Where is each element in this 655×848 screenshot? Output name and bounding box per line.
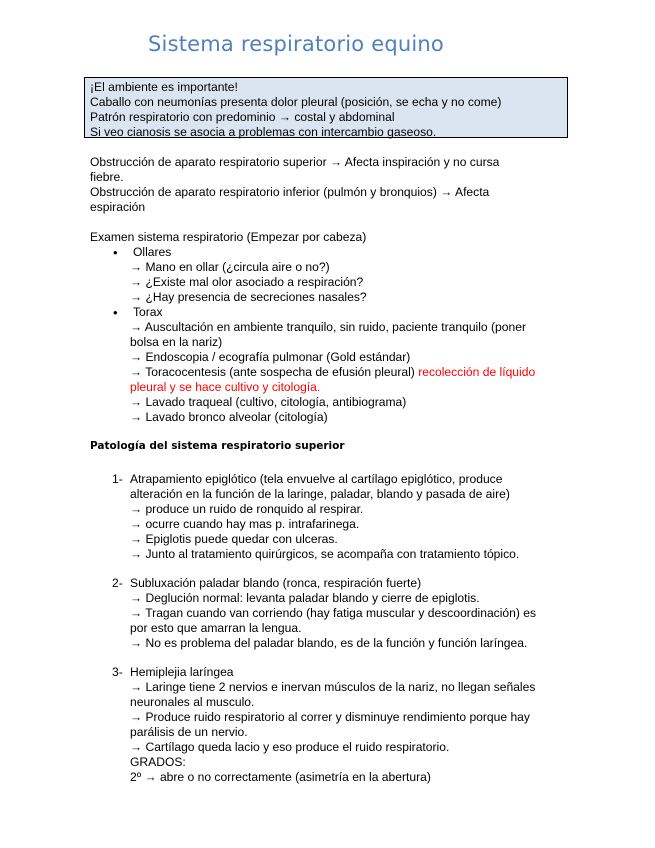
bullet-item-ollares (90, 245, 580, 260)
bullet-label: Ollares (133, 245, 172, 259)
highlight-box (84, 77, 568, 138)
sub-item: → ¿Hay presencia de secreciones nasales? (130, 290, 367, 304)
page-title: Sistema respiratorio equino (148, 32, 444, 56)
numbered-item (90, 472, 580, 487)
section-heading: Patología del sistema respiratorio superior (90, 440, 345, 452)
text-line: espiración (90, 200, 146, 214)
numbered-item (90, 665, 580, 680)
pathology-2 (90, 576, 580, 651)
text-line: fiebre. (90, 170, 124, 184)
bullet-icon: • (113, 245, 118, 260)
item-line: → ocurre cuando hay mas p. intrafarinega. (130, 517, 360, 531)
bullet-item-torax (90, 305, 580, 320)
bullet-icon: • (113, 305, 118, 320)
item-number: 2- (112, 576, 123, 590)
item-line: → Cartílago queda lacio y eso produce el ruido respiratorio. (130, 740, 450, 754)
item-line: neuronales al musculo. (130, 695, 255, 709)
item-line: → Deglución normal: levanta paladar blando y cierre de epiglotis. (130, 591, 480, 605)
box-line: ¡El ambiente es importante! (90, 80, 238, 94)
sub-item: → ¿Existe mal olor asociado a respiración? (130, 275, 364, 289)
sub-item: bolsa en la nariz) (130, 335, 223, 349)
text-line: Obstrucción de aparato respiratorio superior → Afecta inspiración y no cursa (90, 155, 500, 169)
sub-item: → Mano en ollar (¿circula aire o no?) (130, 260, 330, 274)
pathology-3 (90, 665, 580, 785)
sub-item: → Endoscopia / ecografía pulmonar (Gold estándar) (130, 350, 411, 364)
sub-item: → Lavado traqueal (cultivo, citología, antibiograma) (130, 395, 407, 409)
pathology-1 (90, 472, 580, 562)
item-line: → Epiglotis puede quedar con ulceras. (130, 532, 338, 546)
item-line: por esto que amarran la lengua. (130, 621, 302, 635)
box-line: Si veo cianosis se asocia a problemas con intercambio gaseoso. (90, 125, 437, 139)
item-line: Atrapamiento epiglótico (tela envuelve al cartílago epiglótico, produce (130, 472, 503, 486)
sub-item: → Lavado bronco alveolar (citología) (130, 410, 328, 424)
text-line: Obstrucción de aparato respiratorio inferior (pulmón y bronquios) → Afecta (90, 185, 490, 199)
item-line: Hemiplejia laríngea (130, 665, 234, 679)
exam-heading: Examen sistema respiratorio (Empezar por cabeza) (90, 230, 367, 244)
numbered-item (90, 576, 580, 591)
sub-item-toracocentesis (90, 365, 580, 380)
item-line: Subluxación paladar blando (ronca, respiración fuerte) (130, 576, 422, 590)
item-line: → Produce ruido respiratorio al correr y disminuye rendimiento porque hay (130, 710, 530, 724)
item-line: → produce un ruido de ronquido al respirar. (130, 502, 364, 516)
exam-section (90, 230, 580, 425)
item-line: → Laringe tiene 2 nervios e inervan músculos de la nariz, no llegan señales (130, 680, 536, 694)
item-line: → Tragan cuando van corriendo (hay fatiga muscular y descoordinación) es (130, 606, 537, 620)
box-line: Caballo con neumonías presenta dolor pleural (posición, se echa y no come) (90, 95, 502, 109)
obstruction-paragraph (90, 155, 580, 215)
item-line: → Junto al tratamiento quirúrgicos, se acompaña con tratamiento tópico. (130, 547, 520, 561)
sub-item: → Auscultación en ambiente tranquilo, sin ruido, paciente tranquilo (poner (130, 320, 526, 334)
box-line: Patrón respiratorio con predominio → costal y abdominal (90, 110, 395, 124)
item-line: 2º → abre o no correctamente (asimetría en la abertura) (130, 770, 431, 784)
bullet-label: Torax (133, 305, 163, 319)
toraco-text: → Toracocentesis (ante sospecha de efusión pleural) (130, 365, 419, 379)
item-line: → No es problema del paladar blando, es de la función y función laríngea. (130, 636, 528, 650)
toraco-highlight-cont: pleural y se hace cultivo y citología. (130, 380, 321, 394)
toraco-highlight: recolección de líquido (418, 365, 536, 379)
item-number: 3- (112, 665, 123, 679)
item-line: alteración en la función de la laringe, paladar, blando y pasada de aire) (130, 487, 510, 501)
item-line: GRADOS: (130, 755, 186, 769)
item-line: parálisis de un nervio. (130, 725, 248, 739)
item-number: 1- (112, 472, 123, 486)
